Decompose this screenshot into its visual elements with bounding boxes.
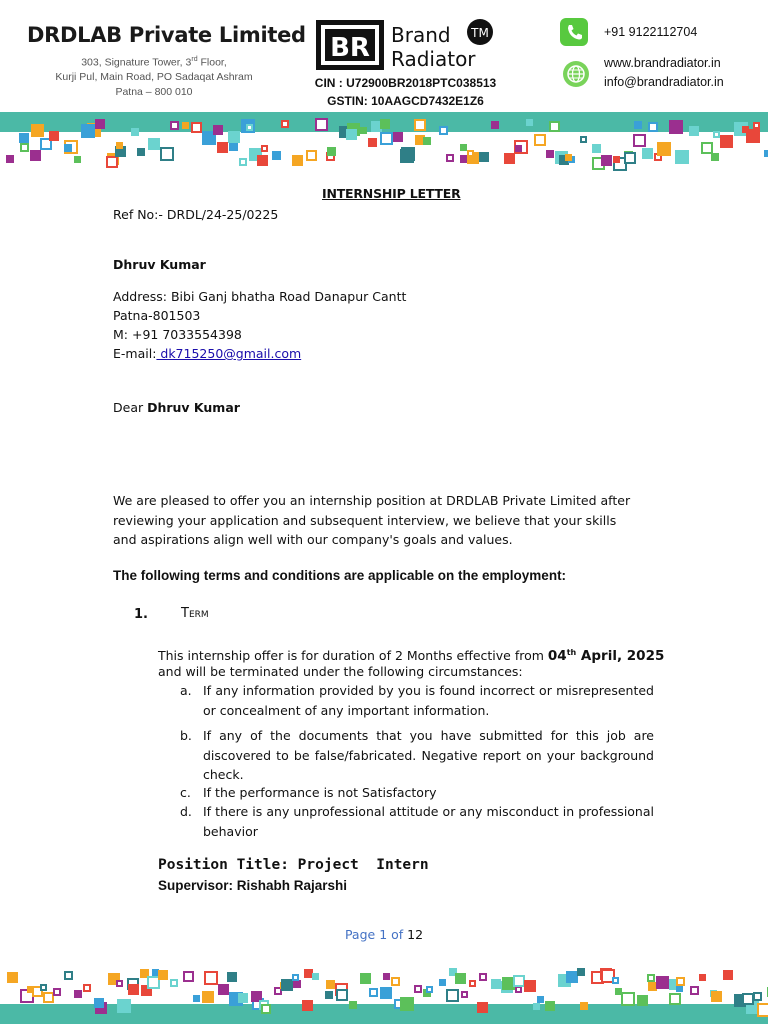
page-current: 1 <box>379 927 388 942</box>
confetti-square <box>669 120 683 134</box>
confetti-square <box>83 984 91 992</box>
confetti-square <box>380 119 390 129</box>
confetti-square <box>580 1002 588 1010</box>
company-email[interactable]: info@brandradiator.in <box>604 75 724 89</box>
supervisor-name: : Rishabh Rajarshi <box>228 878 348 893</box>
confetti-square <box>158 970 168 980</box>
gstin-number: GSTIN: 10AAGCD7432E1Z6 <box>327 94 484 108</box>
confetti-square <box>360 973 371 984</box>
confetti-square <box>746 129 760 143</box>
website[interactable]: www.brandradiator.in <box>604 56 721 70</box>
confetti-square <box>657 142 671 156</box>
position-title: Position Title: Project Intern <box>158 857 429 873</box>
confetti-square <box>711 153 719 161</box>
confetti-square <box>753 122 760 129</box>
confetti-square <box>467 150 474 157</box>
salutation-name: Dhruv Kumar <box>147 400 240 415</box>
condition-item <box>180 783 654 803</box>
confetti-square <box>414 985 422 993</box>
confetti-square <box>204 971 218 985</box>
confetti-square <box>170 121 179 130</box>
confetti-square <box>504 153 515 164</box>
condition-text: If there is any unprofessional attitude or any misconduct in professional behavior <box>203 804 654 839</box>
confetti-square <box>74 990 82 998</box>
condition-marker: c. <box>180 785 191 800</box>
confetti-square <box>675 150 689 164</box>
confetti-square <box>227 972 237 982</box>
confetti-square <box>349 1001 357 1009</box>
confetti-square <box>757 1003 768 1017</box>
condition-marker: a. <box>180 683 192 698</box>
page-of: of <box>387 927 408 942</box>
confetti-square <box>182 122 189 129</box>
confetti-square <box>524 980 536 992</box>
confetti-square <box>613 156 620 163</box>
confetti-square <box>446 989 459 1002</box>
confetti-square <box>549 121 560 132</box>
supervisor-line <box>158 878 347 893</box>
section-title: Term <box>181 606 209 621</box>
confetti-square <box>612 977 619 984</box>
confetti-square <box>30 150 41 161</box>
confetti-square <box>669 993 681 1005</box>
page-number <box>0 927 768 942</box>
confetti-square <box>315 118 328 131</box>
salutation <box>113 398 240 417</box>
confetti-square <box>106 156 118 168</box>
confetti-square <box>477 1002 488 1013</box>
confetti-square <box>246 124 253 131</box>
confetti-square <box>327 147 336 156</box>
address-superscript: rd <box>191 56 198 63</box>
confetti-square <box>292 155 303 166</box>
confetti-square <box>601 155 612 166</box>
address-line1-end: Floor, <box>197 56 227 69</box>
confetti-square <box>648 982 657 991</box>
confetti-square <box>217 142 228 153</box>
confetti-square <box>446 154 454 162</box>
confetti-square <box>689 126 699 136</box>
offer-continuation: and will be terminated under the following circumstances: <box>158 664 523 679</box>
confetti-square <box>545 1001 555 1011</box>
logo-text-radiator: Radiator <box>391 47 476 71</box>
confetti-square <box>723 970 733 980</box>
reference-number: Ref No:- DRDL/24-25/0225 <box>113 207 279 222</box>
email-label: E-mail: <box>113 346 157 361</box>
recipient-mobile: M: +91 7033554398 <box>113 327 242 342</box>
confetti-square <box>64 144 72 152</box>
section-number: 1. <box>134 607 148 622</box>
logo-text-brand: Brand <box>391 23 451 47</box>
confetti-square <box>183 971 194 982</box>
confetti-square <box>281 120 289 128</box>
confetti-square <box>621 992 635 1006</box>
confetti-square <box>94 998 104 1008</box>
confetti-square <box>40 984 47 991</box>
confetti-square <box>533 1003 540 1010</box>
confetti-square <box>479 152 489 162</box>
offer-day-suffix: th <box>566 648 577 657</box>
confetti-square <box>439 979 446 986</box>
confetti-square <box>469 980 476 987</box>
confetti-square <box>238 993 248 1003</box>
confetti-square <box>380 132 393 145</box>
confetti-square <box>642 148 653 159</box>
intro-paragraph: We are pleased to offer you an internship position at DRDLAB Private Limited after reviewing your application and subsequent interview, we believe that your skills and aspirations align well with our company's goals and values. <box>113 493 631 547</box>
confetti-square <box>648 122 658 132</box>
confetti-square <box>272 151 281 160</box>
confetti-square <box>257 155 268 166</box>
confetti-square <box>116 142 123 149</box>
confetti-square <box>261 1004 271 1014</box>
supervisor-label: Supervisor <box>158 878 229 893</box>
condition-item <box>180 802 654 841</box>
confetti-square <box>19 133 29 143</box>
recipient-city: Patna-801503 <box>113 308 201 323</box>
confetti-square <box>711 991 722 1002</box>
confetti-square <box>624 152 636 164</box>
confetti-square <box>742 993 754 1005</box>
offer-month: April, 2025 <box>576 648 665 665</box>
confetti-square <box>74 156 81 163</box>
confetti-square <box>426 986 433 993</box>
confetti-square <box>306 150 317 161</box>
confetti-square <box>261 145 268 152</box>
confetti-square <box>676 977 685 986</box>
confetti-square <box>637 995 648 1006</box>
salutation-text: Dear <box>113 400 148 415</box>
confetti-square <box>213 125 223 135</box>
confetti-square <box>53 988 61 996</box>
confetti-square <box>360 127 367 134</box>
globe-icon <box>563 61 589 87</box>
condition-item <box>180 726 654 785</box>
confetti-square <box>400 997 414 1011</box>
offer-text: This internship offer is for duration of 2 Months effective from <box>158 648 548 664</box>
confetti-square <box>690 986 699 995</box>
address-line3: Patna – 800 010 <box>115 85 193 98</box>
confetti-square <box>713 131 720 138</box>
confetti-square <box>401 147 415 161</box>
confetti-square <box>526 119 533 126</box>
address-line2: Kurji Pul, Main Road, PO Sadaqat Ashram <box>55 71 253 83</box>
confetti-square <box>565 154 572 161</box>
confetti-square <box>534 134 546 146</box>
confetti-square <box>479 973 487 981</box>
registration-numbers <box>308 74 503 110</box>
confetti-square <box>193 995 200 1002</box>
confetti-square <box>292 974 299 981</box>
confetti-square <box>49 131 59 141</box>
confetti-square <box>81 124 95 138</box>
confetti-square <box>368 138 377 147</box>
logo-tm: TM <box>471 26 489 40</box>
confetti-square <box>346 129 357 140</box>
confetti-square <box>380 987 392 999</box>
cin-number: CIN : U72900BR2018PTC038513 <box>314 76 497 90</box>
phone-icon <box>560 18 588 46</box>
terms-heading: The following terms and conditions are applicable on the employment: <box>113 568 567 583</box>
confetti-square <box>393 132 403 142</box>
confetti-square <box>293 980 301 988</box>
brand-radiator-logo <box>315 18 505 76</box>
address-line1: 303, Signature Tower, 3 <box>81 56 192 69</box>
company-name: DRDLAB Private Limited <box>27 23 306 47</box>
confetti-square <box>31 124 44 137</box>
confetti-square <box>95 119 105 129</box>
decorative-band-top <box>0 112 768 170</box>
condition-text: If any information provided by you is found incorrect or misrepresented or concealment of any important information. <box>203 683 654 718</box>
confetti-square <box>439 126 448 135</box>
confetti-square <box>580 136 587 143</box>
condition-item <box>180 681 654 720</box>
condition-marker: d. <box>180 804 192 819</box>
confetti-square <box>326 980 335 989</box>
confetti-square <box>7 972 18 983</box>
confetti-square <box>369 988 378 997</box>
confetti-square <box>383 973 390 980</box>
confetti-square <box>148 138 160 150</box>
confetti-square <box>461 991 468 998</box>
confetti-square <box>515 145 522 152</box>
phone-number: +91 9122112704 <box>604 25 698 39</box>
logo-mark: BR <box>330 33 370 63</box>
confetti-square <box>592 144 601 153</box>
confetti-square <box>566 971 578 983</box>
confetti-square <box>64 971 73 980</box>
recipient-address: Address: Bibi Ganj bhatha Road Danapur Cantt <box>113 289 407 304</box>
confetti-square <box>546 150 554 158</box>
offer-day: 04 <box>547 648 567 665</box>
condition-text: If any of the documents that you have submitted for this job are discovered to be false/fabricated. Negative report on your background check. <box>203 728 654 782</box>
decorative-band-bottom <box>0 966 768 1024</box>
confetti-square <box>20 143 29 152</box>
confetti-square <box>491 121 499 129</box>
condition-text: If the performance is not Satisfactory <box>203 785 437 800</box>
confetti-square <box>656 976 669 989</box>
page-total: 12 <box>407 927 424 942</box>
confetti-square <box>699 974 706 981</box>
confetti-square <box>116 980 123 987</box>
confetti-square <box>720 135 733 148</box>
confetti-square <box>131 128 139 136</box>
recipient-email-link[interactable]: dk715250@gmail.com <box>156 346 302 361</box>
recipient-email-row <box>113 344 301 363</box>
confetti-square <box>577 968 585 976</box>
confetti-square <box>414 119 426 131</box>
confetti-square <box>633 134 646 147</box>
confetti-square <box>455 973 466 984</box>
confetti-square <box>634 121 642 129</box>
confetti-square <box>336 989 348 1001</box>
confetti-square <box>228 131 240 143</box>
condition-marker: b. <box>180 728 192 743</box>
company-address <box>40 53 268 99</box>
confetti-square <box>128 984 139 995</box>
band-wave <box>0 1004 768 1024</box>
confetti-square <box>191 122 202 133</box>
confetti-square <box>137 148 145 156</box>
confetti-square <box>117 999 131 1013</box>
confetti-square <box>753 992 762 1001</box>
confetti-square <box>160 147 174 161</box>
confetti-square <box>312 973 319 980</box>
confetti-square <box>423 137 431 145</box>
letter-title: INTERNSHIP LETTER <box>322 186 461 201</box>
page-word: Page <box>344 927 380 942</box>
confetti-square <box>239 158 247 166</box>
confetti-square <box>170 979 178 987</box>
confetti-square <box>202 991 214 1003</box>
confetti-square <box>218 984 229 995</box>
recipient-name: Dhruv Kumar <box>113 257 206 272</box>
confetti-square <box>6 155 14 163</box>
confetti-square <box>325 991 333 999</box>
confetti-square <box>391 977 400 986</box>
confetti-square <box>302 1000 313 1011</box>
